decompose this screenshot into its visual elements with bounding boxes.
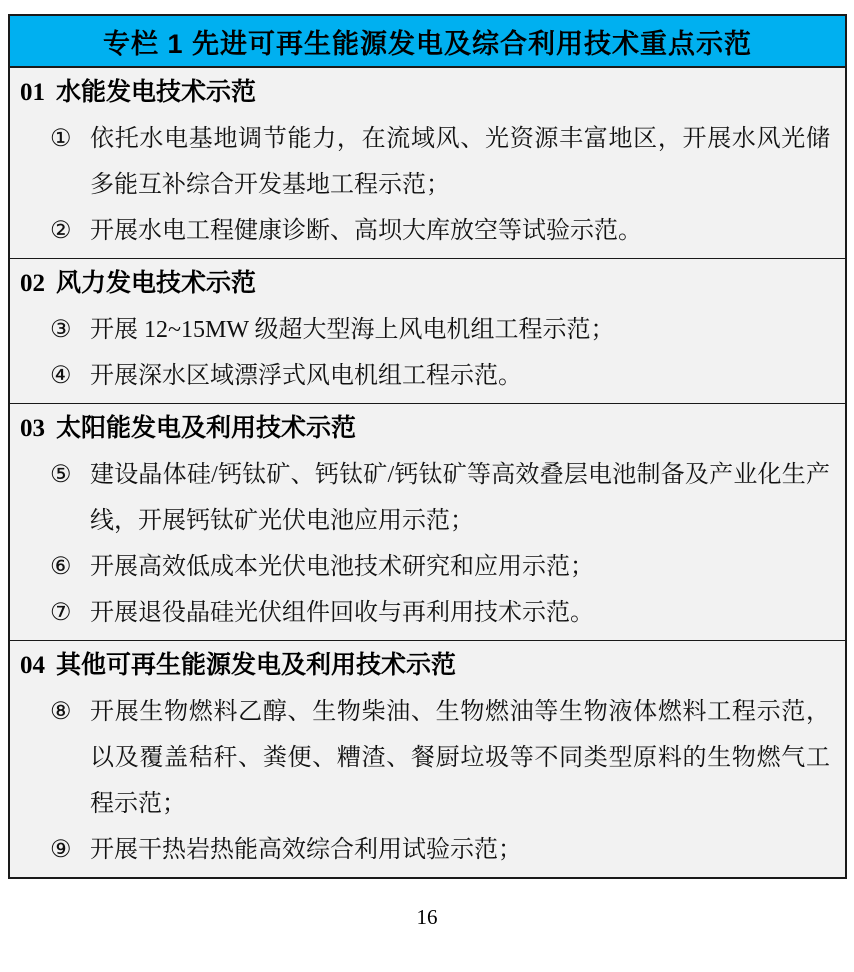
section-title-row — [10, 261, 845, 307]
item-text: 开展深水区域漂浮式风电机组工程示范。 — [90, 363, 522, 389]
item-text: 开展生物燃料乙醇、生物柴油、生物燃油等生物液体燃料工程示范，以及覆盖秸秆、粪便、糟渣、餐厨垃圾等不同类型原料的生物燃气工程示范； — [90, 699, 830, 817]
item-marker: ④ — [50, 363, 72, 389]
section-wind-power — [10, 258, 845, 403]
list-item — [10, 353, 845, 399]
section-solar-power — [10, 403, 845, 640]
feature-box — [8, 14, 847, 879]
list-item — [10, 208, 845, 254]
section-title-row — [10, 70, 845, 116]
list-item — [10, 590, 845, 636]
section-title: 水能发电技术示范 — [56, 79, 257, 106]
section-title: 风力发电技术示范 — [56, 270, 257, 297]
section-title: 太阳能发电及利用技术示范 — [56, 415, 357, 442]
item-marker: ⑦ — [50, 600, 72, 626]
section-title-row — [10, 406, 845, 452]
box-title: 专栏 1 先进可再生能源发电及综合利用技术重点示范 — [102, 28, 753, 59]
box-header — [10, 16, 845, 68]
item-text: 开展干热岩热能高效综合利用试验示范； — [90, 837, 522, 863]
section-hydro-power — [10, 68, 845, 258]
item-marker: ⑤ — [50, 462, 72, 488]
page-number: 16 — [416, 905, 438, 929]
page-footer — [0, 905, 854, 930]
item-marker: ⑧ — [50, 699, 72, 725]
list-item — [10, 307, 845, 353]
item-text: 开展 12~15MW 级超大型海上风电机组工程示范； — [90, 317, 615, 343]
list-item — [10, 827, 845, 873]
section-other-renewables — [10, 640, 845, 877]
item-text: 建设晶体硅/钙钛矿、钙钛矿/钙钛矿等高效叠层电池制备及产业化生产线，开展钙钛矿光伏电池应用示范； — [90, 462, 830, 534]
item-marker: ⑨ — [50, 837, 72, 863]
list-item — [10, 116, 845, 208]
item-marker: ① — [50, 126, 72, 152]
list-item — [10, 544, 845, 590]
section-number: 01 — [20, 79, 45, 106]
item-text: 开展水电工程健康诊断、高坝大库放空等试验示范。 — [90, 218, 642, 244]
item-text: 开展退役晶硅光伏组件回收与再利用技术示范。 — [90, 600, 594, 626]
section-number: 02 — [20, 270, 45, 297]
list-item — [10, 452, 845, 544]
item-marker: ③ — [50, 317, 72, 343]
item-marker: ⑥ — [50, 554, 72, 580]
section-title-row — [10, 643, 845, 689]
section-number: 04 — [20, 652, 45, 679]
list-item — [10, 689, 845, 827]
item-marker: ② — [50, 218, 72, 244]
item-text: 依托水电基地调节能力，在流域风、光资源丰富地区，开展水风光储多能互补综合开发基地工程示范； — [90, 126, 830, 198]
section-number: 03 — [20, 415, 45, 442]
item-text: 开展高效低成本光伏电池技术研究和应用示范； — [90, 554, 594, 580]
section-title: 其他可再生能源发电及利用技术示范 — [56, 652, 457, 679]
